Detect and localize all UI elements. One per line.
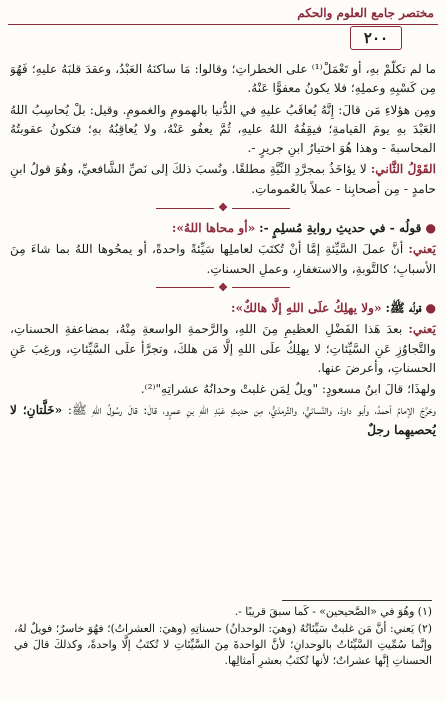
paragraph-text: لا يؤاخَذُ بمجرَّدِ النِّيَّةِ مطلقًا. ونُسبَ ذلكَ إلى نَصِّ الشَّافعيِّ، وهُوَ قولُ ابنِ حامدٍ - مِن أصحابِنا - عملاً بالعُموماتِ. bbox=[10, 162, 436, 196]
page-body bbox=[10, 60, 436, 599]
hadith-quote: «أو محاها اللهُ»: bbox=[171, 221, 256, 236]
paragraph bbox=[10, 219, 436, 238]
bullet-icon: ● bbox=[425, 221, 436, 236]
footnote: (٢) يَعني: أنَّ مَن غلبتْ سَيِّئاتُهُ (وهيَ: الوحدانُ) حسناتِهِ (وهيَ: العشراتُ)؛ فهُوَ خاسرٌ؛ فويلٌ لهُ، وإنَّما سُمِّيتِ السَّيِّئاتُ بالوحدانِ؛ لأنَّ الواحدةَ مِنَ السَّيِّئاتِ لا تُكتَبُ إلَّا واحدةً، وكذلكَ قالَ في الحسناتِ إنَّها عشراتٌ؛ لأنها تُكتَبُ بعشرِ أمثالِها. bbox=[14, 622, 432, 667]
paragraph-text: وخرَّجَ الإمامُ أحمدُ، وأبو داودَ، والنَّسائيُّ، والتِّرمذيُّ، مِن حديثِ عَبْدِ اللهِ بنِ عمرٍو، قالَ: قالَ رسُولُ اللهِ ﷺ: bbox=[67, 403, 436, 418]
paragraph bbox=[10, 299, 436, 318]
hadith-quote: «ولا يهلِكُ علَى اللهِ إلَّا هالكٌ»: bbox=[230, 300, 382, 315]
paragraph bbox=[10, 240, 436, 279]
explanation-lead: يَعني: bbox=[408, 322, 436, 337]
paragraph: ولهذَا؛ قالَ ابنُ مسعودٍ: "ويلٌ لِمَن غلبتْ وحدانُهُ عشراتِهِ"⁽²⁾. bbox=[140, 382, 436, 397]
commentary-lead: قولُه - في حديثِ روايةِ مُسلِمٍ -: bbox=[259, 221, 422, 236]
explanation-lead: يَعني: bbox=[408, 242, 436, 257]
paragraph bbox=[10, 401, 436, 440]
page-header bbox=[8, 4, 438, 62]
section-label: القَوْلُ الثَّاني: bbox=[370, 162, 436, 177]
paragraph-text: أنَّ عملَ السَّيِّئةِ إمَّا أنْ تُكتَبَ لعاملِها سَيِّئةً واحدةً، أو يمحُوها اللهُ بما شاءَ مِنَ الأسبابِ؛ كالتَّوبةِ، والاستغفارِ، وعملِ الحسناتِ. bbox=[10, 242, 436, 276]
footnotes bbox=[14, 604, 432, 670]
footnote: (١) وهُوَ في «الصَّحيحين» - كَما سبقَ قريبًا -. bbox=[234, 605, 432, 618]
paragraph: ما لم تكلَّمْ بهِ، أو تَعْمَلْ⁽¹⁾ على الخطراتِ؛ وقالوا: مَا ساكنَهُ العَبْدُ، وعقدَ قلبَهُ عليهِ؛ فَهُوَ مِن كَسْبِهِ وعملِهِ؛ فلا يكونُ معفوًّا عَنْهُ. bbox=[10, 62, 436, 96]
ornament-divider: ❖ bbox=[143, 201, 303, 215]
hadith-quote: «خَلَّتانِ؛ لا يُحصيهِما رجلٌ bbox=[10, 403, 436, 437]
paragraph-text: بعدَ هَذا الفَضْلِ العظيمِ مِنَ اللهِ، والرَّحمةِ الواسعةِ مِنْهُ، بمضاعفةِ الحسناتِ، والتَّجاوُزِ عَنِ السَّيِّئاتِ؛ لا يهلِكُ علَى اللهِ إلَّا مَن هلكَ، وتجرَّأ علَى السَّيِّئاتِ، ورغِبَ عَنِ الحسناتِ، وأعرضَ عنها. bbox=[10, 322, 436, 375]
paragraph bbox=[10, 160, 436, 199]
paragraph: ومِن هؤلاءِ مَن قالَ: إِنَّهُ يُعاقَبُ عليهِ في الدُّنيا بالهمومِ والغمومِ. وقيل: بلْ يُحاسِبُ اللهُ العَبْدَ بهِ يومَ القيامةِ؛ فيقِفُهُ اللهُ عليهِ، ثُمَّ يعفُو عَنْهُ، ولا يُعاقِبُهُ بهِ؛ فتكونُ عقوبتُهُ المحاسبةَ - وهذا هُوَ اختيارُ ابنِ جريرٍ -. bbox=[10, 102, 436, 156]
header-rule bbox=[8, 24, 438, 25]
ornament-divider: ❖ bbox=[143, 281, 303, 295]
bullet-icon: ● bbox=[425, 300, 436, 315]
footnote-rule bbox=[282, 600, 432, 601]
commentary-lead: قولُه ﷺ: bbox=[385, 300, 422, 315]
paragraph bbox=[10, 320, 436, 378]
page-number: ٢٠٠ bbox=[350, 26, 402, 50]
running-title: مختصر جامع العلوم والحكم bbox=[297, 6, 434, 20]
